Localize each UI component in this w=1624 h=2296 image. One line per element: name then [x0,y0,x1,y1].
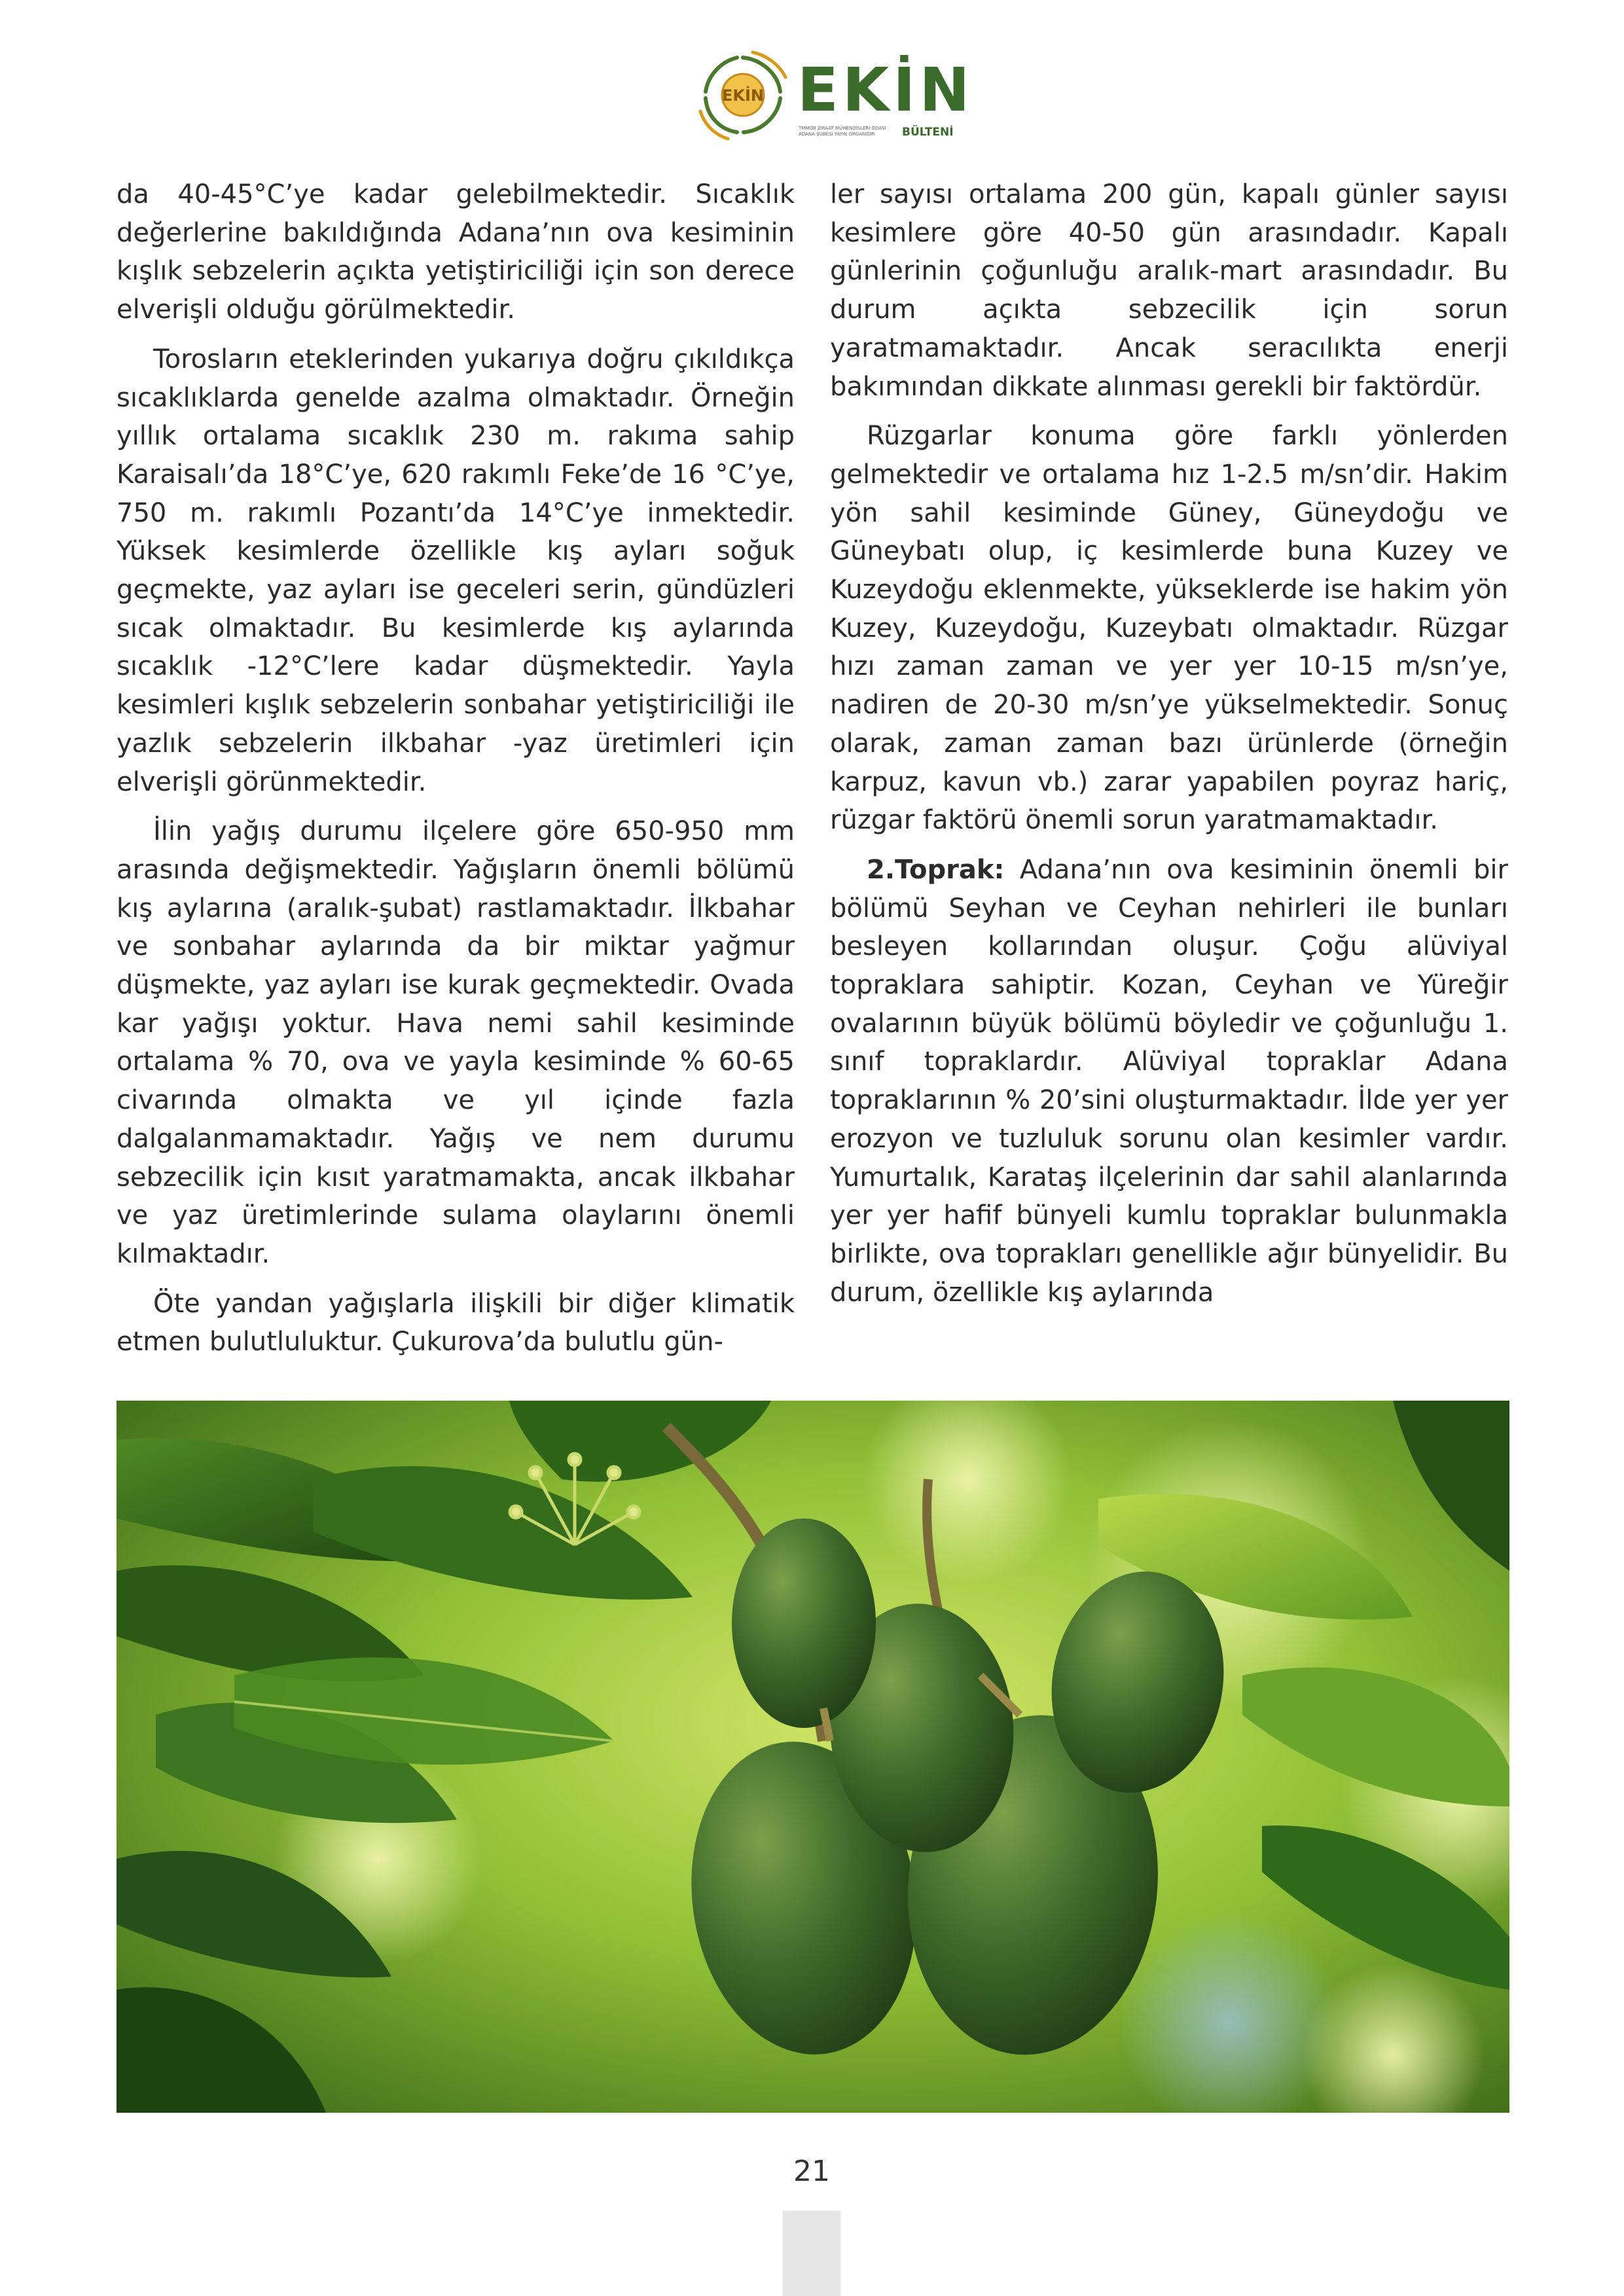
paragraph: da 40-45°C’ye kadar gelebilmektedir. Sıcaklık değerlerine bakıldığında Adana’nın ova kesiminin kışlık sebzelerin açıkta yetiştiriciliği için son derece elverişli olduğu görülmektedir. [117,179,795,325]
avocado-photo-icon [117,1401,1509,2113]
brand-subtitle: TMMOB ZİRAAT MÜHENDİSLERİ ODASI [799,126,886,131]
header-logo [694,46,974,144]
right-column [830,175,1508,1323]
svg-text:EKİN: EKİN [721,86,765,105]
wheat-sun-logo-icon [694,46,792,144]
section-heading: 2.Toprak: [867,854,1005,885]
page-tab [783,2211,840,2296]
brand-bulletin: BÜLTENİ [902,126,954,139]
brand-subtitle-2: ADANA ŞUBESİ YAYIN ORGANIDIR [799,132,875,137]
paragraph: Rüzgarlar konuma göre farklı yönlerden gelmektedir ve ortalama hız 1-2.5 m/sn’dir. Hakim yön sahil kesiminde Güney, Güneydoğu ve Güneybatı olup, iç kesimlerde buna Kuzey ve Kuzeydoğu eklenmekte, yükseklerde ise hakim yön Kuzey, Kuzeydoğu, Kuzeybatı olmaktadır. Rüzgar hızı zaman zaman ve yer yer 10-15 m/sn’ye, nadiren de 20-30 m/sn’ye yükselmektedir. Sonuç olarak, zaman zaman bazı ürünlerde (örneğin karpuz, kavun vb.) zarar yapabilen poyraz hariç, rüzgar faktörü önemli sorun yaratmamaktadır. [830,421,1508,836]
paragraph: ler sayısı ortalama 200 gün, kapalı günler sayısı kesimlere göre 40-50 gün arasındadır. Kapalı günlerinin çoğunluğu aralık-mart arasındadır. Bu durum açıkta sebzecilik için sorun yaratmamaktadır. Ancak seracılıkta enerji bakımından dikkate alınması gerekli bir faktördür. [830,179,1508,402]
paragraph: Torosların eteklerinden yukarıya doğru çıkıldıkça sıcaklıklarda genelde azalma olmaktadır. Örneğin yıllık ortalama sıcaklık 230 m. rakıma sahip Karaisalı’da 18°C’ye, 620 rakımlı Feke’de 16 °C’ye, 750 m. rakımlı Pozantı’da 14°C’ye inmektedir. Yüksek kesimlerde özellikle kış ayları soğuk geçmekte, yaz ayları ise geceleri serin, gündüzleri sıcak olmaktadır. Bu kesimlerde kış aylarında sıcaklık -12°C’lere kadar düşmektedir. Yayla kesimleri kışlık sebzelerin sonbahar yetiştiriciliği ile yazlık sebzelerin ilkbahar -yaz üretimleri için elverişli görünmektedir. [117,344,795,797]
page-number: 21 [793,2155,830,2188]
brand-name: EKİN [797,55,974,125]
paragraph: Öte yandan yağışlarla ilişkili bir diğer klimatik etmen bulutluluktur. Çukurova’da bulutlu gün- [117,1288,795,1357]
paragraph-soil [830,851,1508,1312]
paragraph: İlin yağış durumu ilçelere göre 650-950 mm arasında değişmektedir. Yağışların önemli bölümü kış aylarına (aralık-şubat) rastlamaktadır. İlkbahar ve sonbahar aylarında da bir miktar yağmur düşmekte, yaz ayları ise kurak geçmektedir. Ovada kar yağışı yoktur. Hava nemi sahil kesiminde ortalama % 70, ova ve yayla kesiminde % 60-65 civarında olmakta ve yıl içinde fazla dalgalanmamaktadır. Yağış ve nem durumu sebzecilik için kısıt yaratmamakta, ancak ilkbahar ve yaz üretimlerinde sulama olaylarını önemli kılmaktadır. [117,816,795,1269]
avocado-photo [117,1401,1509,2113]
paragraph-text: Adana’nın ova kesiminin önemli bir bölümü Seyhan ve Ceyhan nehirleri ile bunları besleyen kollarından oluşur. Çoğu alüviyal topraklara sahiptir. Kozan, Ceyhan ve Yüreğir ovalarının büyük bölümü böyledir ve çoğunluğu 1. sınıf topraklardır. Alüviyal topraklar Adana topraklarının % 20’sini oluşturmaktadır. İlde yer yer erozyon ve tuzluluk sorunu olan kesimler vardır. Yumurtalık, Karataş ilçelerinin dar sahil alanlarında yer yer hafif bünyeli kumlu topraklar bulunmakla birlikte, ova toprakları genellikle ağır bünyelidir. Bu durum, özellikle kış aylarında [830,854,1508,1308]
left-column [117,175,795,1372]
